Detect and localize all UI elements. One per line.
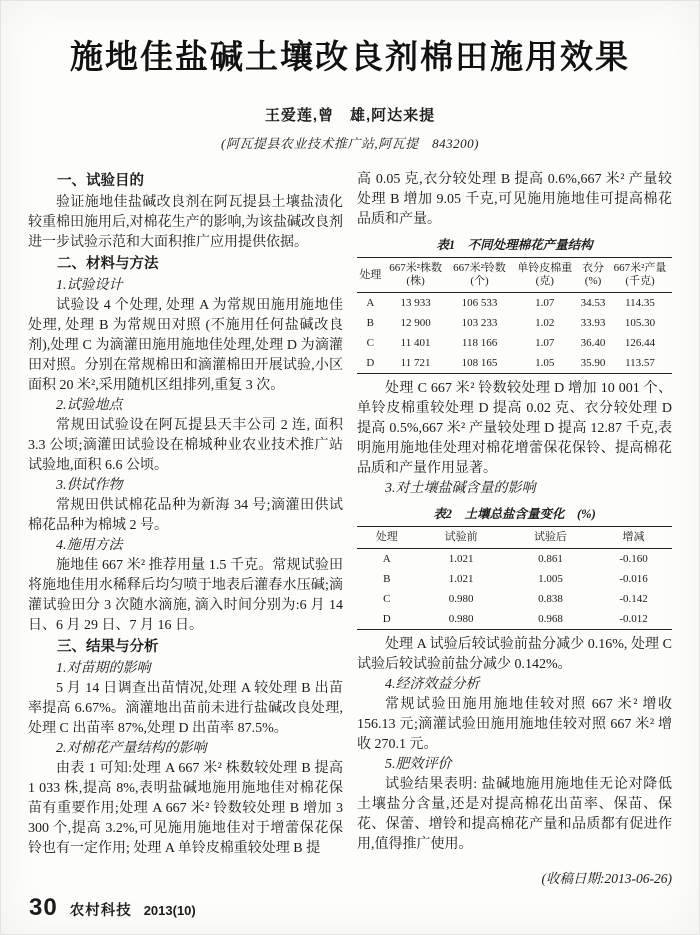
table-row (357, 609, 672, 630)
column-header (608, 258, 672, 293)
authors-line: 王爱莲,曾 雄,阿达来提 (264, 107, 436, 124)
table-2-caption: 表2 土壤总盐含量变化 (%) (433, 507, 596, 521)
header-line2: (%) (584, 275, 602, 287)
cell: 113.57 (625, 356, 655, 369)
cell: C (383, 592, 391, 605)
paragraph-method: 施地佳 667 米² 推荐用量 1.5 千克。常规试验田将施地佳用水稀释后均匀喷于地表后灌春水压碱;滴灌试验田分 3 次随水滴施, 滴入时间分别为:6 月 14 日、6 月 29 日、7 月 16 日。 (28, 558, 343, 633)
header-line2: (克) (535, 275, 554, 287)
cell: 1.02 (535, 316, 555, 329)
subsection-heading-location: 2.试验地点 (56, 398, 123, 413)
cell: 114.35 (625, 296, 655, 309)
subsection-heading-design: 1.试验设计 (56, 278, 123, 293)
cell: 106 533 (461, 296, 498, 309)
header-line1: 衣分 (582, 262, 605, 274)
cell: 118 166 (461, 336, 498, 349)
cell: 0.861 (538, 552, 563, 565)
journal-issue: 2013(10) (143, 903, 196, 918)
section-heading-purpose: 一、试验目的 (57, 173, 144, 189)
cell: -0.142 (619, 592, 648, 605)
cell: 103 233 (461, 316, 498, 329)
cell: D (366, 356, 375, 369)
paragraph-location: 常规田试验设在阿瓦提县天丰公司 2 连, 面积 3.3 公顷;滴灌田试验设在棉城种业农业技术推广站试验地,面积 6.6 公顷。 (28, 418, 343, 473)
cell: 1.021 (448, 552, 474, 565)
paragraph-yield-continued: 高 0.05 克,衣分较处理 B 提高 0.6%,667 米² 产量较处理 B 增加 9.05 千克,可见施用施地佳可提高棉花品质和产量。 (357, 172, 672, 227)
cell: 12 900 (400, 316, 431, 329)
right-column (357, 170, 672, 887)
cell: 36.40 (580, 336, 606, 349)
subsection-heading-method: 4.施用方法 (56, 538, 123, 553)
cell: -0.160 (619, 552, 648, 565)
paragraph-crop: 常规田供试棉花品种为新海 34 号;滴灌田供试棉花品种为棉城 2 号。 (28, 498, 343, 533)
header-line2: (株) (406, 275, 425, 287)
paragraph-seedling: 5 月 14 日调查出苗情况,处理 A 较处理 B 出苗率提高 6.67%。滴灌地出苗前未进行盐碱改良处理,处理 C 出苗率 87%,处理 D 出苗率 87.5%。 (28, 681, 343, 736)
cell: 1.005 (538, 572, 563, 585)
cell: A (366, 296, 375, 309)
column-header: 试验后 (506, 527, 595, 549)
subsection-heading-economic: 4.经济效益分析 (385, 677, 480, 692)
cell: 0.838 (538, 592, 563, 605)
table-row (357, 569, 672, 589)
table-1 (357, 257, 672, 374)
table-2-header (357, 527, 672, 549)
subsection-heading-salt: 3.对土壤盐碱含量的影响 (385, 481, 536, 496)
column-header (357, 258, 384, 293)
cell: 105.30 (624, 316, 656, 329)
cell: C (366, 336, 374, 349)
table-header-row (357, 527, 672, 549)
section-heading-results: 三、结果与分析 (57, 639, 159, 655)
cell: 33.93 (580, 316, 606, 329)
journal-name: 农村科技 (69, 903, 132, 919)
subsection-heading-seedling: 1.对苗期的影响 (56, 661, 151, 676)
cell: 34.53 (580, 296, 606, 309)
cell: 0.980 (448, 612, 474, 625)
subsection-heading-evaluation: 5.肥效评价 (385, 757, 452, 772)
affiliation-line: (阿瓦提县农业技术推广站,阿瓦提 843200) (221, 136, 479, 151)
table-row (357, 313, 672, 333)
section-heading-materials: 二、材料与方法 (57, 256, 159, 272)
paragraph-salt-analysis: 处理 A 试验后较试验前盐分减少 0.16%, 处理 C 试验后较试验前盐分减少 0.142%。 (357, 637, 672, 672)
cell: 11 721 (400, 356, 431, 369)
cell: 1.07 (535, 336, 555, 349)
left-column (28, 170, 343, 887)
header-line1: 单铃皮棉重 (517, 262, 573, 274)
cell: 1.021 (448, 572, 474, 585)
header-line1: 667米²产量 (613, 262, 667, 274)
column-header (512, 258, 579, 293)
table-row (357, 549, 672, 570)
cell: 1.07 (535, 296, 555, 309)
cell: 126.44 (624, 336, 656, 349)
received-date-line: (收稿日期:2013-06-26) (541, 871, 672, 886)
table-row (357, 333, 672, 353)
header-line1: 667米²株数 (389, 262, 442, 274)
column-header (578, 258, 608, 293)
paragraph-yield: 由表 1 可知:处理 A 667 米² 株数较处理 B 提高 1 033 株,提高 8%,表明盐碱地施用施地佳对棉花保苗有重要作用;处理 A 667 米² 铃数较处理 B 增加 3 300 个,提高 3.2%,可见施用施地佳对于增蕾保花保铃也有一定作用; 处理 A 单铃皮棉重较处理 B 提 (28, 761, 343, 856)
paragraph-design: 试验设 4 个处理, 处理 A 为常规田施用施地佳处理, 处理 B 为常规田对照 (不施用任何盐碱改良剂),处理 C 为滴灌田施用施地佳处理,处理 D 为滴灌田对照。分别在常规棉田和滴灌棉田开展试验,小区面积 20 米²,采用随机区组排列,重复 3 次。 (28, 298, 343, 393)
subsection-heading-yield: 2.对棉花产量结构的影响 (56, 741, 207, 756)
table-1-caption: 表1 不同处理棉花产量结构 (436, 238, 593, 252)
cell: 11 401 (400, 336, 431, 349)
subsection-heading-crop: 3.供试作物 (56, 478, 123, 493)
column-header: 处理 (357, 527, 417, 549)
table-header-row (357, 258, 672, 293)
page-number: 30 (29, 894, 58, 921)
paragraph-evaluation: 试验结果表明: 盐碱地施用施地佳无论对降低土壤盐分含量,还是对提高棉花出苗率、保苗、保花、保蕾、增铃和提高棉花产量和品质都有促进作用,值得推广使用。 (357, 777, 672, 852)
cell: 13 933 (400, 296, 431, 309)
cell: -0.016 (619, 572, 648, 585)
article-title: 施地佳盐碱土壤改良剂棉田施用效果 (70, 38, 630, 75)
table-1-header (357, 258, 672, 293)
paragraph-economic: 常规试验田施用施地佳较对照 667 米² 增收 156.13 元;滴灌试验田施用施地佳较对照 667 米² 增收 270.1 元。 (357, 697, 672, 752)
table-row (357, 589, 672, 609)
two-column-body (1, 170, 699, 887)
cell: 1.05 (535, 356, 555, 369)
header-line2: (千克) (625, 275, 655, 287)
column-header: 增减 (595, 527, 672, 549)
column-header (448, 258, 512, 293)
cell: 0.980 (448, 592, 474, 605)
paragraph-table1-analysis: 处理 C 667 米² 铃数较处理 D 增加 10 001 个、单铃皮棉重较处理 D 提高 0.02 克、衣分较处理 D 提高 0.5%,667 米² 产量较处理 D 提高 12.87 千克,表明施用施地佳处理对棉花增蕾保花保铃、提高棉花品质和产量作用显著。 (357, 381, 672, 476)
column-header (384, 258, 448, 293)
cell: 0.968 (538, 612, 563, 625)
header-line1: 667米²铃数 (453, 262, 506, 274)
table-row (357, 293, 672, 314)
paragraph-purpose: 验证施地佳盐碱改良剂在阿瓦提县土壤盐渍化较重棉田施用后,对棉花生产的影响,为该盐碱改良剂进一步试验示范和大面积推广应用提供依据。 (28, 195, 343, 250)
column-header: 试验前 (417, 527, 506, 549)
cell: 108 165 (461, 356, 498, 369)
cell: B (383, 572, 391, 585)
header-line2: (个) (470, 275, 489, 287)
header-line1: 处理 (359, 268, 382, 281)
table-2 (357, 526, 672, 630)
cell: 35.90 (580, 356, 606, 369)
table-row (357, 353, 672, 374)
cell: -0.012 (619, 612, 648, 625)
cell: A (382, 552, 391, 565)
page-footer (29, 894, 196, 922)
cell: B (366, 316, 374, 329)
masthead (1, 31, 699, 152)
cell: D (382, 612, 391, 625)
